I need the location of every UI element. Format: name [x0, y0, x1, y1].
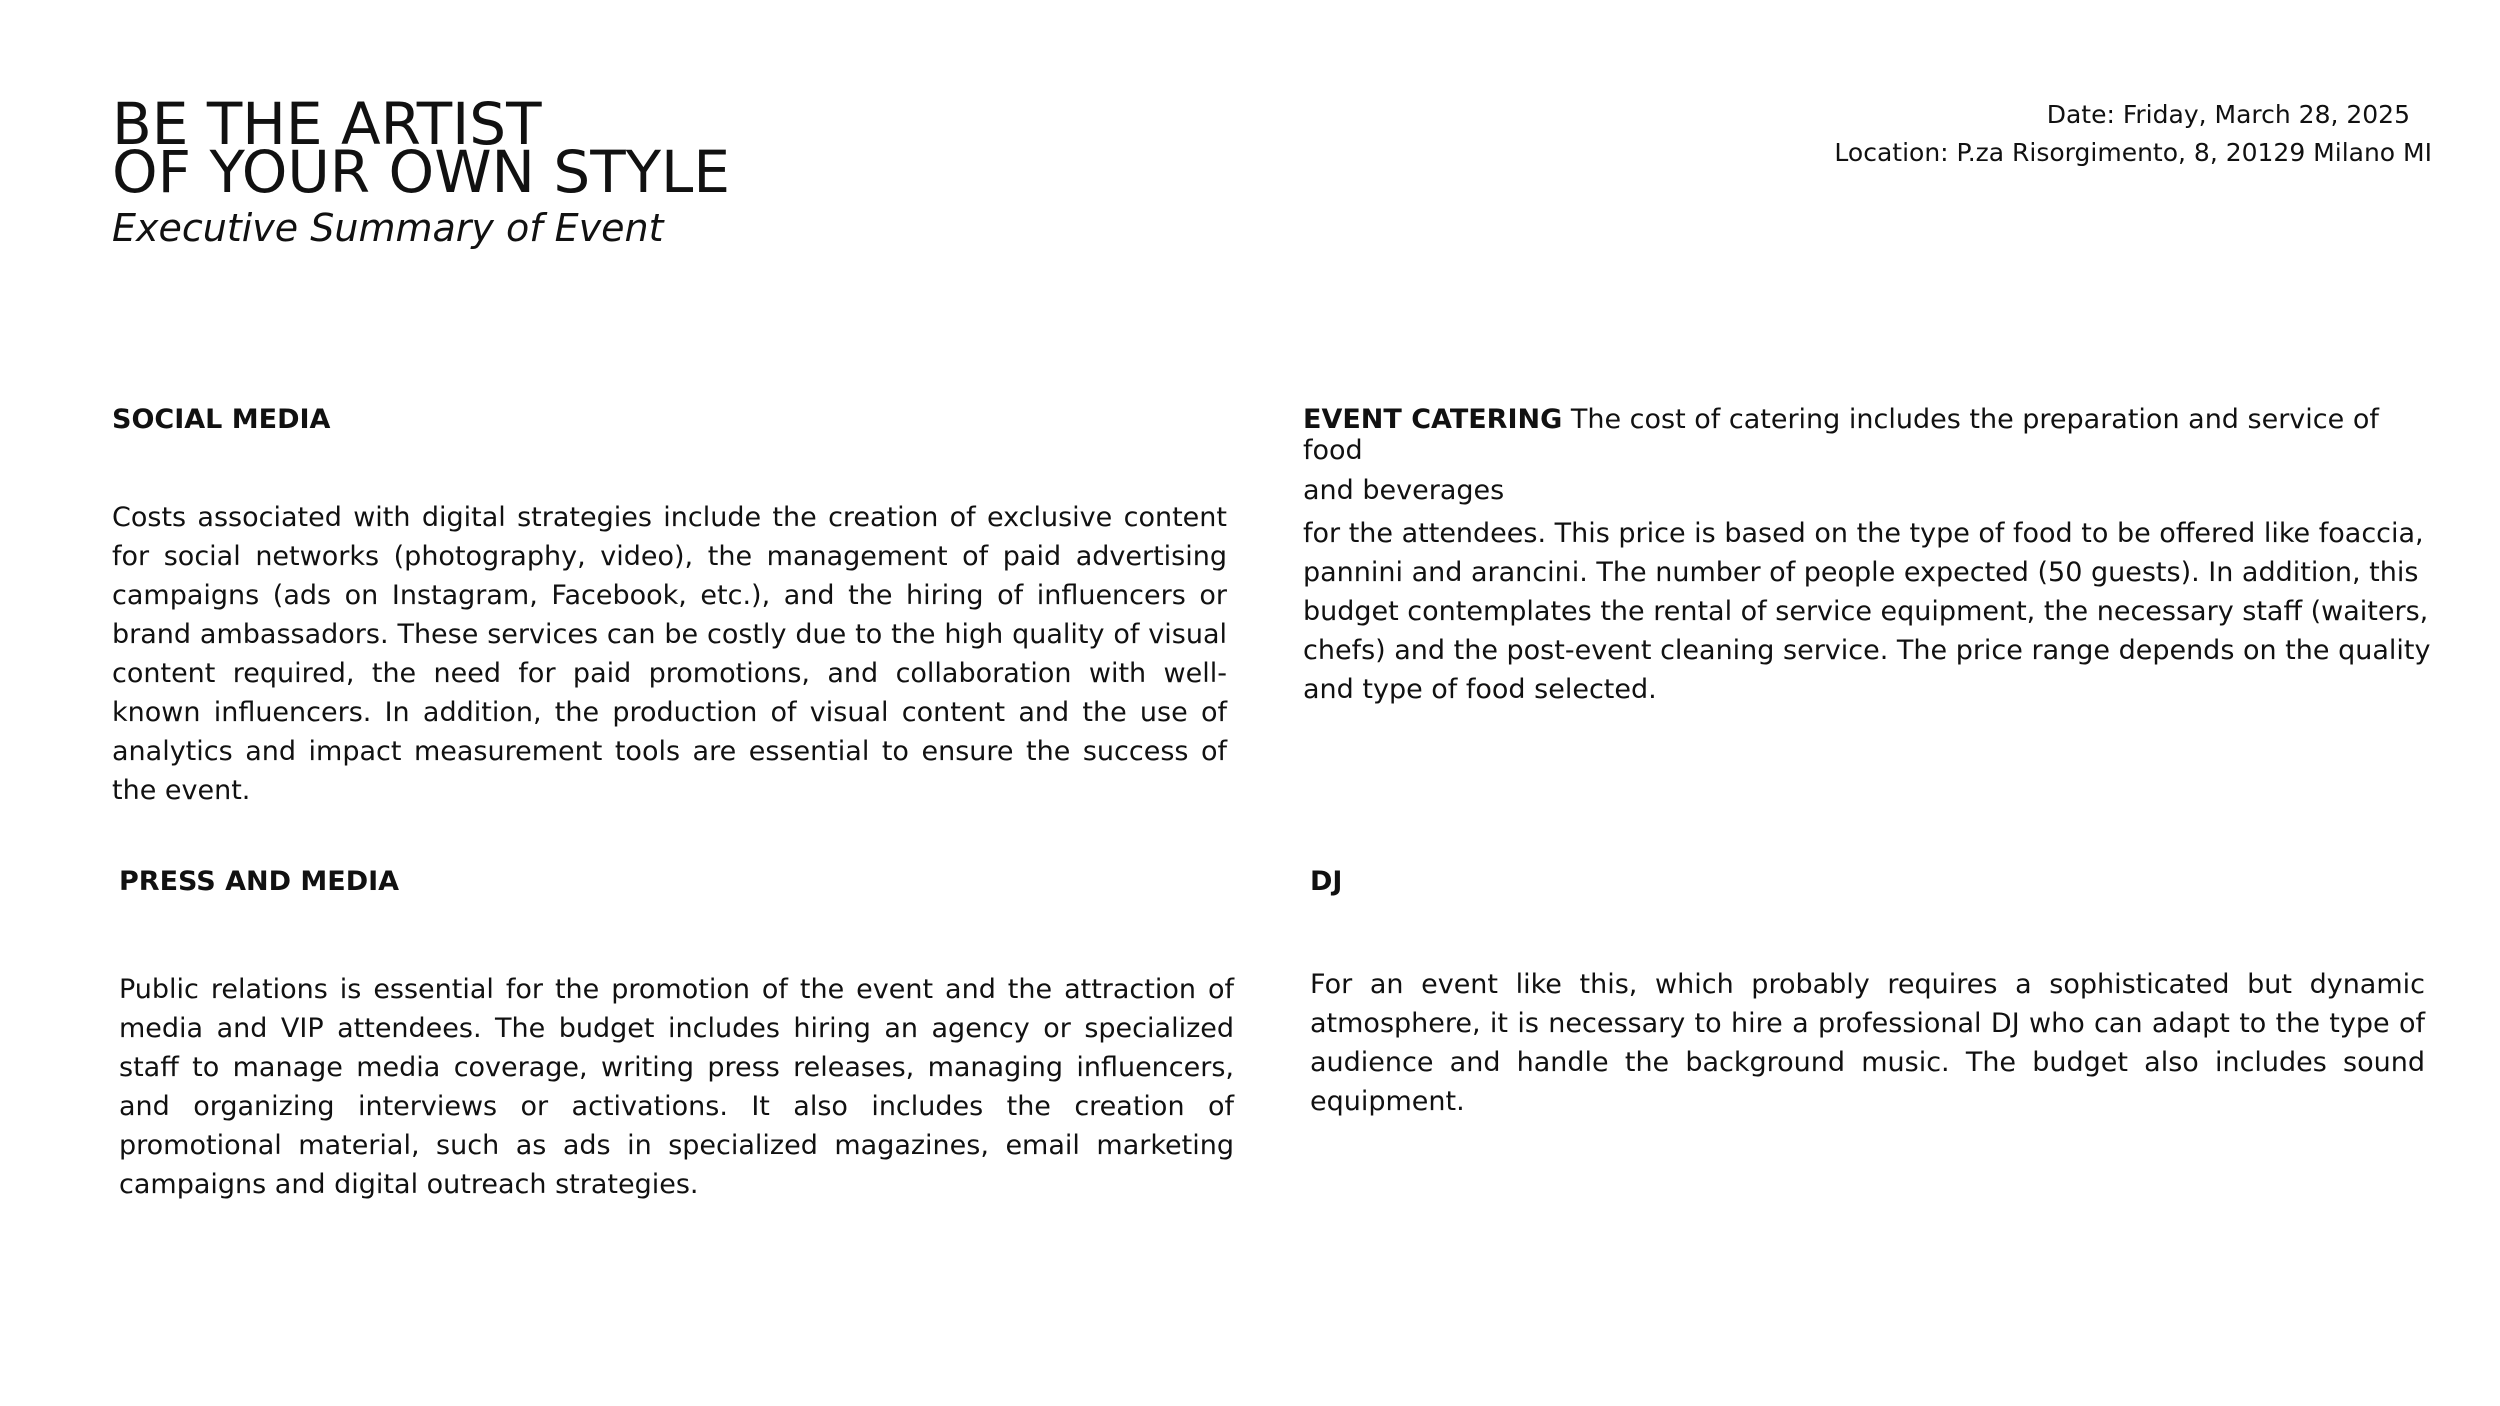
event-catering-line-2: and beverages: [1303, 475, 1505, 506]
dj-heading: DJ: [1310, 866, 1343, 897]
press-media-body: Public relations is essential for the promotion of the event and the attraction of media and VIP attendees. The budget includes hiring an agency or specialized staff to manage media coverage, writing press releases, managing influencers, and organizing interviews or activations. It also includes the creation of promotional material, such as ads in specialized magazines, email marketing campaigns and digital outreach strategies.: [119, 974, 1234, 1200]
page-title: [112, 90, 731, 206]
event-location: Location: P.za Risorgimento, 8, 20129 Milano MI: [1834, 138, 2432, 167]
event-catering-heading: EVENT CATERING: [1303, 404, 1563, 435]
event-date: Date: Friday, March 28, 2025: [2046, 100, 2410, 129]
page-subtitle: Executive Summary of Event: [112, 206, 664, 250]
press-media-heading: PRESS AND MEDIA: [119, 866, 400, 897]
event-catering-body: for the attendees. This price is based on the type of food to be offered like foaccia, pannini and arancini. The number of people expected (50 guests). In addition, this budget contemplates the rental of service equipment, the necessary staff (waiters, chefs) and the post-event cleaning service. The price range depends on the quality and type of food selected.: [1303, 518, 2431, 705]
dj-body: For an event like this, which probably requires a sophisticated but dynamic atmosphere, it is necessary to hire a professional DJ who can adapt to the type of audience and handle the background music. The budget also includes sound equipment.: [1310, 969, 2425, 1117]
event-catering-heading-line: [1303, 404, 2433, 466]
title-line-1: BE THE ARTIST: [112, 90, 542, 158]
social-media-body: Costs associated with digital strategies include the creation of exclusive content for social networks (photography, video), the management of paid advertising campaigns (ads on Instagram, Facebook, etc.), and the hiring of influencers or brand ambassadors. These services can be costly due to the high quality of visual content required, the need for paid promotions, and collaboration with well-known influencers. In addition, the production of visual content and the use of analytics and impact measurement tools are essential to ensure the success of the event.: [112, 502, 1227, 806]
social-media-heading: SOCIAL MEDIA: [112, 404, 331, 435]
title-line-2: OF YOUR OWN STYLE: [112, 138, 731, 206]
event-catering-lead: The cost of catering includes the preparation and service of food: [1303, 404, 2379, 466]
event-meta: [1834, 96, 2432, 172]
